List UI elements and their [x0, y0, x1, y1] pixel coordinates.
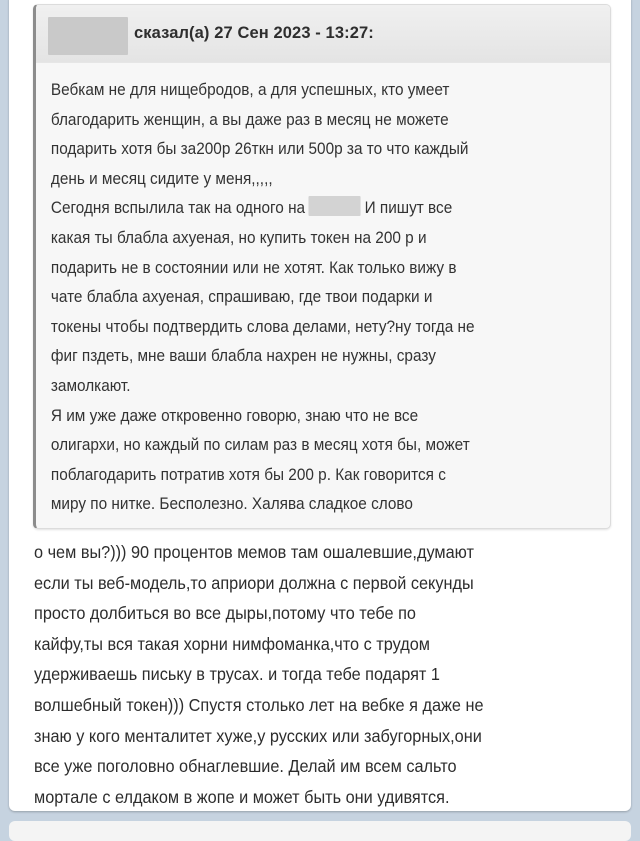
- quote-line: какая ты блабла ахуеная, но купить токен на 200 р и: [50, 228, 427, 247]
- redacted-author-name: [48, 17, 128, 55]
- redacted-site-name: [309, 196, 361, 216]
- quote-line: поблагодарить потратив хотя бы 200 р. Как говорится с: [50, 465, 446, 484]
- quote-line: олигархи, но каждый по силам раз в месяц хотя бы, может: [50, 436, 470, 455]
- post-line: удерживаешь письку в трусах. и тогда тебе подарят 1: [34, 664, 440, 685]
- forum-post-card: [9, 0, 631, 811]
- quote-header: [36, 5, 610, 63]
- post-line: знаю у кого менталитет хуже,у русских или забугорных,они: [34, 725, 482, 746]
- post-line: кайфу,ты вся такая хорни нимфоманка,что с трудом: [34, 633, 430, 654]
- quote-author-date: сказал(а) 27 Сен 2023 - 13:27:: [134, 24, 374, 42]
- quote-line: миру по нитке. Бесполезно. Халява сладкое слово: [50, 495, 413, 514]
- quote-line: подарить хотя бы за200р 26ткн или 500р за то что каждый: [50, 140, 469, 159]
- post-line: о чем вы?))) 90 процентов мемов там ошалевшие,думают: [34, 542, 474, 562]
- quote-line-with-redaction: [51, 194, 609, 224]
- quote-line: благодарить женщин, а вы даже раз в месяц не можете: [50, 110, 449, 129]
- quote-block: [33, 4, 611, 529]
- post-line: мортале с елдаком в жопе и может быть они удивятся.: [34, 786, 450, 807]
- quote-line: замолкают.: [50, 376, 131, 395]
- post-line: просто долбиться во все дыры,потому что тебе по: [34, 603, 416, 624]
- post-line: волшебный токен))) Спустя столько лет на вебке я даже не: [34, 694, 484, 715]
- quote-line-before-redaction: Сегодня вспылила так на одного на: [50, 199, 306, 218]
- quote-line: подарить не в состоянии или не хотят. Как только вижу в: [50, 258, 457, 277]
- post-line: если ты веб-модель,то априори должна с первой секунды: [34, 572, 474, 593]
- post-line: все уже поголовно обнаглевшие. Делай им всем сальто: [34, 756, 457, 777]
- quote-body: [36, 63, 609, 520]
- quote-line: день и месяц сидите у меня,,,,,: [50, 169, 273, 188]
- quote-line: Вебкам не для нищебродов, а для успешных, кто умеет: [50, 81, 450, 99]
- quote-line-after-redaction: И пишут все: [364, 199, 453, 218]
- quote-line: токены чтобы подтвердить слова делами, нету?ну тогда не: [50, 317, 475, 336]
- next-post-card-edge: [9, 821, 631, 841]
- post-body: [34, 537, 601, 812]
- quote-line: чате блабла ахуеная, спрашиваю, где твои подарки и: [50, 288, 433, 307]
- quote-line: Я им уже даже откровенно говорю, знаю что не все: [50, 406, 419, 425]
- quote-line: фиг пздеть, мне ваши блабла нахрен не нужны, сразу: [50, 347, 436, 366]
